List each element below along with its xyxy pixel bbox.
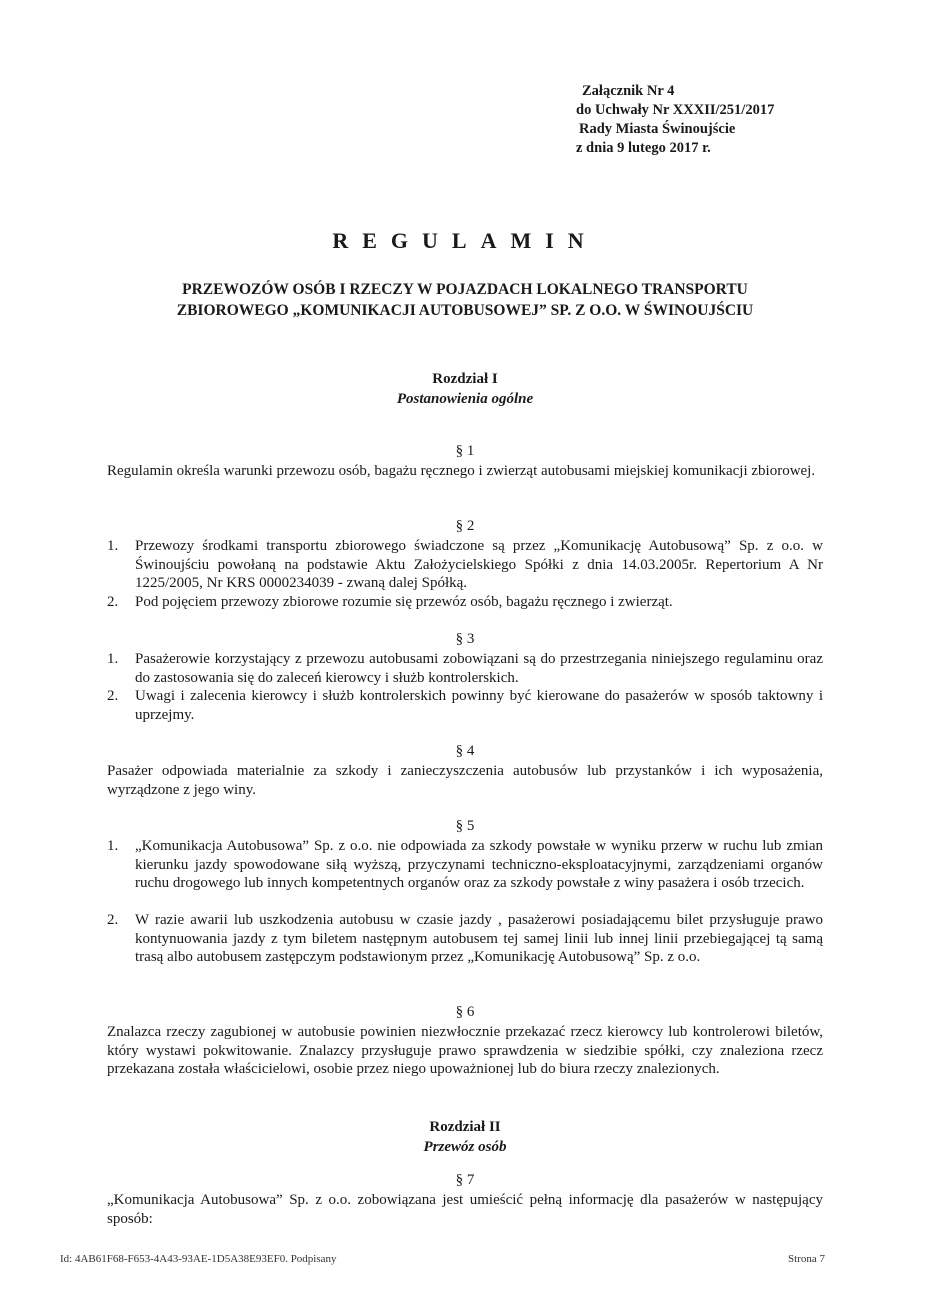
item-number: 1. [107, 651, 119, 667]
subtitle-line-1: PRZEWOZÓW OSÓB I RZECZY W POJAZDACH LOKALNEGO TRANSPORTU [182, 281, 748, 298]
document-id: Id: 4AB61F68-F653-4A43-93AE-1D5A38E93EF0. Podpisany [60, 1253, 337, 1265]
section-text: Pasażer odpowiada materialnie za szkody i zanieczyszczenia autobusów lub przystanków i ich wyposażenia, wyrządzone z jego winy. [107, 763, 823, 798]
list-item [107, 911, 823, 967]
chapter-heading [0, 369, 930, 409]
chapter-number: Rozdział I [432, 371, 498, 387]
item-text: Pasażerowie korzystający z przewozu autobusami zobowiązani są do przestrzegania niniejszego regulaminu oraz do zastosowania się do zaleceń kierowcy i służb kontrolerskich. [135, 651, 823, 686]
section-mark: § 7 [455, 1172, 475, 1188]
section-text: Regulamin określa warunki przewozu osób, bagażu ręcznego i zwierząt autobusami miejskiej komunikacji zbiorowej. [107, 463, 816, 479]
section-mark: § 4 [455, 743, 475, 759]
section-mark: § 2 [455, 518, 475, 534]
resolution-number: do Uchwały Nr XXXII/251/2017 [576, 102, 775, 118]
list-item [107, 537, 823, 593]
item-text: Pod pojęciem przewozy zbiorowe rozumie się przewóz osób, bagażu ręcznego i zwierząt. [135, 594, 673, 610]
item-number: 2. [107, 688, 119, 704]
subtitle-line-2: ZBIOROWEGO „KOMUNIKACJI AUTOBUSOWEJ” SP. Z O.O. W ŚWINOUJŚCIU [176, 302, 754, 319]
section-text: „Komunikacja Autobusowa” Sp. z o.o. zobowiązana jest umieścić pełną informację dla pasażerów w następujący sposób: [107, 1192, 823, 1227]
item-number: 1. [107, 838, 119, 854]
list-item [107, 593, 823, 612]
item-number: 2. [107, 594, 119, 610]
list-item [107, 837, 823, 893]
document-title: REGULAMIN [332, 228, 598, 253]
chapter-name: Przewóz osób [423, 1139, 507, 1155]
item-number: 1. [107, 538, 119, 554]
list-item [107, 687, 823, 724]
list-item [107, 650, 823, 687]
page-number: Strona 7 [788, 1253, 825, 1265]
chapter-number: Rozdział II [429, 1119, 501, 1135]
chapter-name: Postanowienia ogólne [396, 391, 534, 407]
attachment-header [576, 82, 774, 158]
item-number: 2. [107, 912, 119, 928]
chapter-heading [0, 1117, 930, 1157]
item-text: Uwagi i zalecenia kierowcy i służb kontrolerskich powinny być kierowane do pasażerów w sposób taktowny i uprzejmy. [135, 688, 823, 723]
document-subtitle [100, 279, 830, 321]
council-name: Rady Miasta Świnoujście [579, 121, 736, 137]
section-mark: § 6 [455, 1004, 475, 1020]
item-text: W razie awarii lub uszkodzenia autobusu w czasie jazdy , pasażerowi posiadającemu bilet przysługuje prawo kontynuowania jazdy z tym biletem następnym autobusem tej samej linii lub innej linii przebiegającej tą samą trasą albo autobusem zastępczym podstawionym przez „Komunikację Autobusową” Sp. z o.o. [135, 912, 823, 965]
section-mark: § 5 [455, 818, 475, 834]
item-text: „Komunikacja Autobusowa” Sp. z o.o. nie odpowiada za szkody powstałe w wyniku przerw w ruchu lub zmian kierunku jazdy spowodowane siłą wyższą, przyczynami techniczno-eksploatacyjnymi, zarządzeniami organów ruchu drogowego lub innych kompetentnych organów oraz za szkody powstałe z winy pasażera i osób trzecich. [135, 838, 823, 891]
resolution-date: z dnia 9 lutego 2017 r. [576, 140, 711, 156]
section-text: Znalazca rzeczy zagubionej w autobusie powinien niezwłocznie przekazać rzecz kierowcy lub kontrolerowi biletów, który wystawi pokwitowanie. Znalazcy przysługuje prawo sprawdzenia w siedzibie spółki, czy znaleziona rzecz przekazana została właścicielowi, osobie przez niego upoważnionej lub do biura rzeczy znalezionych. [107, 1024, 823, 1077]
section-mark: § 1 [455, 443, 475, 459]
section-mark: § 3 [455, 631, 475, 647]
item-text: Przewozy środkami transportu zbiorowego świadczone są przez „Komunikację Autobusową” Sp. z o.o. w Świnoujściu powołaną na podstawie Aktu Założycielskiego Spółki z dnia 14.03.2005r. Repertorium A Nr 1225/2005, Nr KRS 0000234039 - zwaną dalej Spółką. [135, 538, 823, 591]
attachment-number: Załącznik Nr 4 [582, 83, 675, 99]
